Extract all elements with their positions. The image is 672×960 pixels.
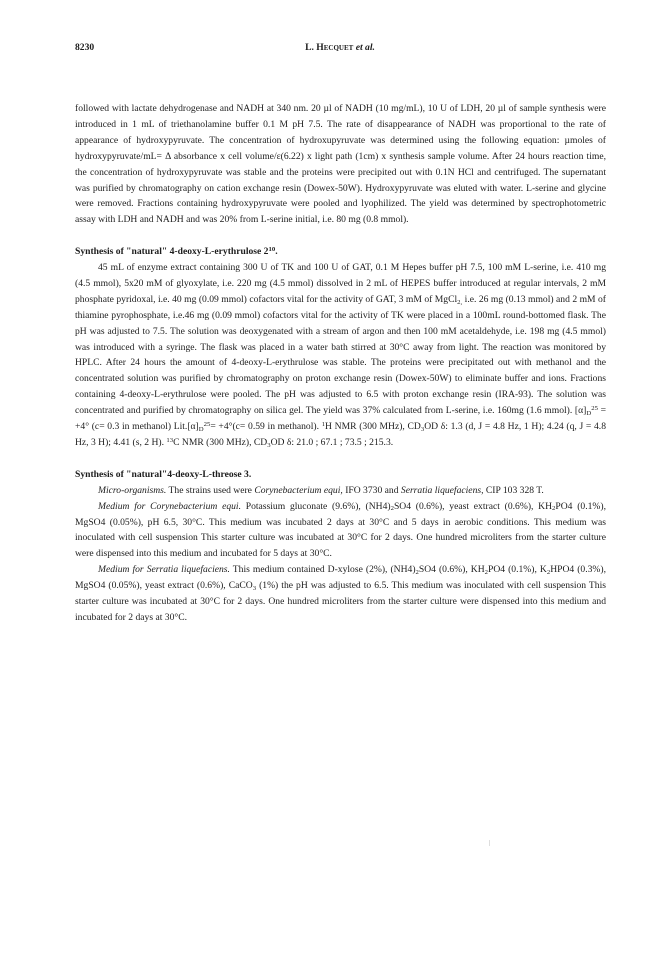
text-run: SO4 (0.6%), KH — [418, 564, 485, 576]
superscript: 25 — [591, 405, 598, 413]
superscript: 25 — [203, 421, 211, 429]
heading-tail: . — [275, 246, 278, 258]
paragraph-erythrulose-synthesis — [75, 260, 606, 451]
text-run: CIP 103 328 T. — [483, 484, 544, 496]
text-run: (1%) the pH was adjusted to 6.5. This medium was inoculated with cell suspension This starter culture was incubated at 30°C for 2 days. One hundred microliters from the starter culture were dispensed into this medium and incubated for 2 days at 30°C. — [75, 580, 606, 623]
running-header — [75, 42, 605, 56]
subscript: 3 — [252, 584, 257, 592]
text-run: i.e. 26 mg (0.13 mmol) and 2 mM of thiamine pyrophosphate, i.e.46 mg (0.09 mmol) cofactors vital for the activity of TK were placed in a 100mL round-bottomed flask. The pH was adjusted to 7.5. The solution was deoxygenated with a stream of argon and then 100 mM acetaldehyde, i.e. 198 mg (4.5 mmol) was introduced with a syringe. The flask was placed in a water bath stirred at 30°C away from light. The reaction was monitored by HPLC. After 24 hours the amount of 4-deoxy-L-erythrulose was stable. The proteins were precipitated out with methanol and the concentrated solution was purified by chromatography on proton exchange resin (Dowex-50W) to eliminate buffer and ions. Fractions containing 4-deoxy-L-erythrulose were pooled. The pH was adjusted to 6.5 with proton exchange resin (IRA-93). The solution was concentrated and purified by chromatography on silica gel. The yield was 37% calculated from L-serine, i.e. 160mg (1.6 mmol). [α] — [75, 293, 606, 417]
section-heading-threose — [75, 467, 606, 483]
paragraph-medium-corynebacterium — [75, 499, 606, 563]
scan-mark — [489, 840, 490, 846]
text-run: OD δ: 21.0 ; 67.1 ; 73.5 ; 215.3. — [270, 437, 394, 449]
subscript: D — [586, 409, 592, 417]
section-heading-erythrulose — [75, 244, 606, 260]
subscript: 3 — [420, 425, 425, 433]
species-name: Corynebacterium equi, — [254, 484, 343, 496]
page-number: 8230 — [75, 42, 95, 53]
text-run: 45 mL of enzyme extract containing 300 U of TK and 100 U of GAT, 0.1 M Hepes buffer pH 7.5, 100 mM L-serine, i.e. 410 mg (4.5 mmol), 5x20 mM of glyoxylate, i.e. 220 mg (4.5 mmol) dissolved in 2 mL of HEPES buffer introduced at regular intervals, 2 mM phosphate pyridoxal, i.e. 40 mg (0.09 mmol) cofactors vital for the activity of GAT, 3 mM of MgCl — [75, 262, 606, 305]
text-run: = +4° (c= 0.3 in methanol) Lit.[α] — [75, 405, 607, 433]
author-suffix: et al. — [353, 42, 375, 53]
text-run: PO4 (0.1%), K — [488, 564, 547, 576]
running-authors — [75, 42, 605, 53]
text-run: The strains used were — [166, 484, 255, 496]
paragraph-hydroxypyruvate-assay — [75, 101, 606, 228]
superscript: 1 — [321, 421, 326, 429]
subscript: 2 — [546, 568, 551, 576]
text-run: SO4 (0.6%), yeast extract (0.6%), KH — [393, 500, 553, 512]
subscript: 2 — [484, 568, 488, 576]
text-run: C NMR (300 MHz), CD — [173, 437, 268, 449]
text-run: H NMR (300 MHz), CD — [325, 421, 421, 433]
heading-text: Synthesis of "natural" 4-deoxy-L-erythrulose 2 — [75, 246, 269, 258]
subscript: 2 — [390, 505, 394, 513]
text-run: PO4 (0.1%), MgSO4 (0.05%), pH 6.5, 30°C. This medium was incubated 2 days at 30°C and 5 days in aerobic conditions. This medium was inoculated with cell suspension This starter culture was incubated at 30°C for 2 days. One hundred microliters from the starter culture were dispensed into this medium and incubated for 5 days at 30°C. — [75, 500, 607, 560]
run-in-label: Medium for Serratia liquefaciens. — [98, 564, 230, 576]
author-surname: Hecquet — [316, 42, 354, 53]
paragraph-medium-serratia — [75, 562, 606, 626]
reference-superscript: 10 — [268, 246, 276, 254]
subscript: 2, — [457, 298, 463, 306]
text-run: = +4°(c= 0.59 in methanol). — [210, 421, 322, 433]
run-in-label: Medium for Corynebacterium equi. — [98, 500, 241, 512]
subscript: 2 — [415, 568, 419, 576]
text-run: followed with lactate dehydrogenase and NADH at 340 nm. 20 µl of NADH (10 mg/mL), 10 U of LDH, 20 µl of sample synthesis were introduced in 1 mL of triethanolamine buffer 0.1 M pH 7.5. The rate of disappearance of NADH was proportional to the rate of appearance of hydroxypyruvate. The concentration of hydroxupyruvate was determined using the following equation: µmoles of hydroxypyruvate/mL= Δ absorbance x cell volume/ε(6.22) x light path (1cm) x synthesis sample volume. After 24 hours reaction time, the concentration of hydroxypyruvate was stable and the proteins were precipited out with 0.1N HCl and centrifuged. The supernatant was purified by chromatography on cation exchange resin (Dowex-50W). Hydroxypyruvate was eluted with water. L-serine and glycine were removed. Fractions containing hydroxypyruvate were pooled and lyophilized. The yield was determined by spectrophotometric assay with LDH and NADH and was 20% from L-serine initial, i.e. 80 mg (0.8 mmol). — [75, 103, 606, 226]
run-in-label: Micro-organisms. — [98, 484, 167, 496]
paragraph-micro-organisms — [75, 483, 606, 499]
text-run: This medium contained D-xylose (2%), (NH4) — [229, 564, 416, 576]
subscript: D — [198, 425, 204, 433]
species-name: Serratia liquefaciens, — [400, 484, 484, 496]
subscript: 2 — [552, 505, 556, 513]
subscript: 3 — [267, 441, 271, 449]
text-run: HPO4 (0.3%), MgSO4 (0.05%), yeast extract (0.6%), CaCO — [75, 564, 606, 592]
article-body — [75, 101, 606, 626]
text-run: Potassium gluconate (9.6%), (NH4) — [240, 500, 391, 512]
author-initial: L. — [305, 42, 317, 53]
superscript: 13 — [166, 437, 174, 444]
heading-text: Synthesis of "natural"4-deoxy-L-threose 3. — [75, 468, 252, 480]
text-run: OD δ: 1.3 (d, J = 4.8 Hz, 1 H); 4.24 (q, J = 4.8 Hz, 3 H); 4.41 (s, 2 H). — [75, 421, 606, 449]
text-run: IFO 3730 and — [342, 484, 401, 496]
